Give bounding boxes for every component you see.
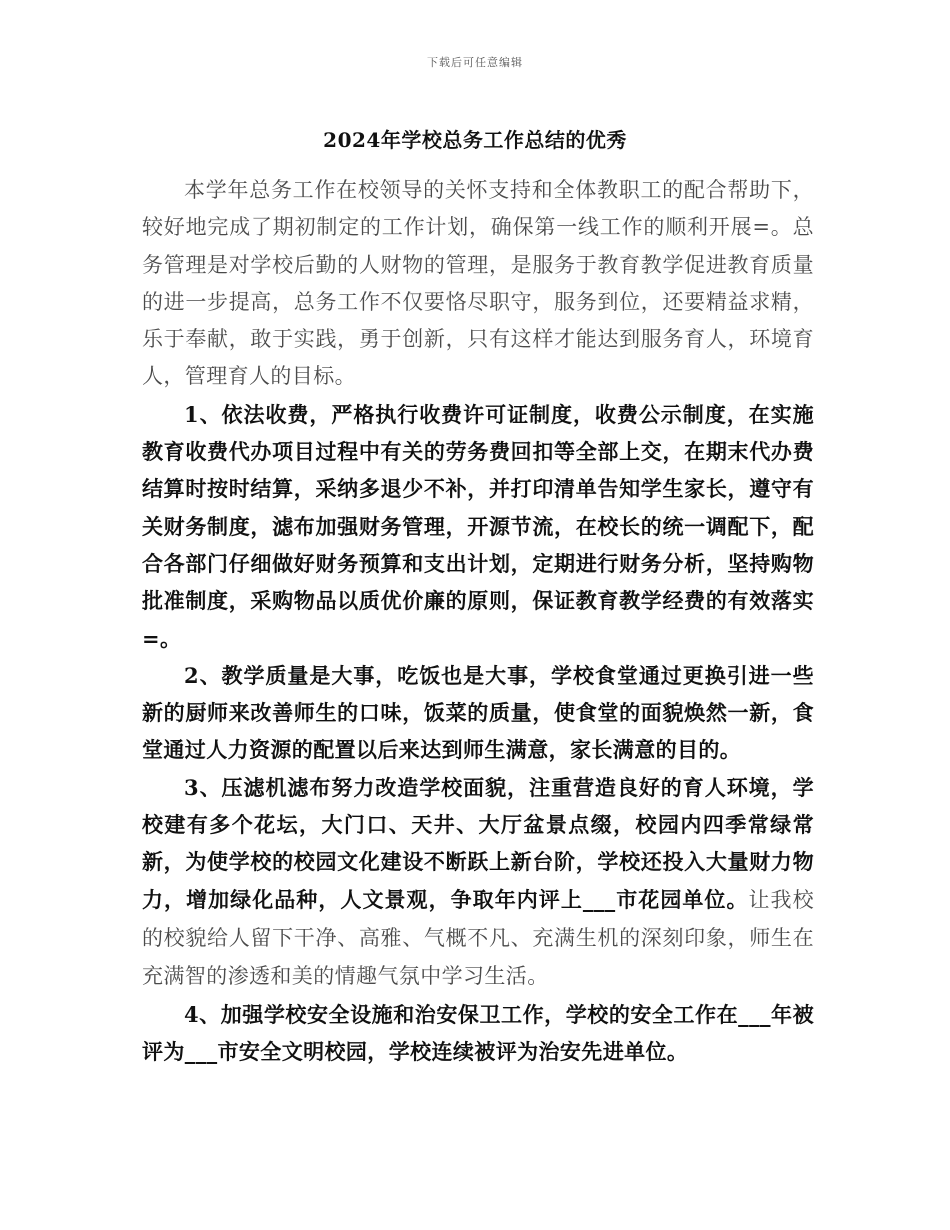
- document-title: 2024年学校总务工作总结的优秀: [323, 128, 627, 152]
- paragraph-item-3-tail: 让我校的校貌给人留下干净、高雅、气概不凡、充满生机的深刻印象，师生在充满智的渗透和美的情趣气氛中学习生活。: [142, 887, 814, 989]
- paragraph-item-1: 1、依法收费，严格执行收费许可证制度，收费公示制度，在实施教育收费代办项目过程中有关的劳务费回扣等全部上交，在期末代办费结算时按时结算，采纳多退少不补，并打印清单告知学生家长，遵守有关财务制度，滤布加强财务管理，开源节流，在校长的统一调配下，配合各部门仔细做好财务预算和支出计划，定期进行财务分析，坚持购物批准制度，采购物品以质优价廉的原则，保证教育教学经费的有效落实=。: [142, 401, 814, 651]
- paragraph-item-3: [142, 769, 814, 996]
- paragraph-item-4: 4、加强学校安全设施和治安保卫工作，学校的安全工作在___年被评为___市安全文明校园，学校连续被评为治安先进单位。: [142, 1001, 814, 1064]
- header-note: 下载后可任意编辑: [427, 56, 523, 69]
- paragraph-item-3-bold: 3、压滤机滤布努力改造学校面貌，注重营造良好的育人环境，学校建有多个花坛，大门口、天井、大厅盆景点缀，校园内四季常绿常新，为使学校的校园文化建设不断跃上新台阶，学校还投入大量财力物力，增加绿化品种，人文景观，争取年内评上___市花园单位。: [142, 774, 814, 912]
- document-body: [142, 172, 814, 1070]
- paragraph-item-2: 2、教学质量是大事，吃饭也是大事，学校食堂通过更换引进一些新的厨师来改善师生的口味，饭菜的质量，使食堂的面貌焕然一新，食堂通过人力资源的配置以后来达到师生满意，家长满意的目的。: [142, 662, 814, 763]
- paragraph-intro: 本学年总务工作在校领导的关怀支持和全体教职工的配合帮助下，较好地完成了期初制定的工作计划，确保第一线工作的顺利开展=。总务管理是对学校后勤的人财物的管理，是服务于教育教学促进教育质量的进一步提高，总务工作不仅要恪尽职守，服务到位，还要精益求精，乐于奉献，敢于实践，勇于创新，只有这样才能达到服务育人，环境育人，管理育人的目标。: [142, 178, 814, 389]
